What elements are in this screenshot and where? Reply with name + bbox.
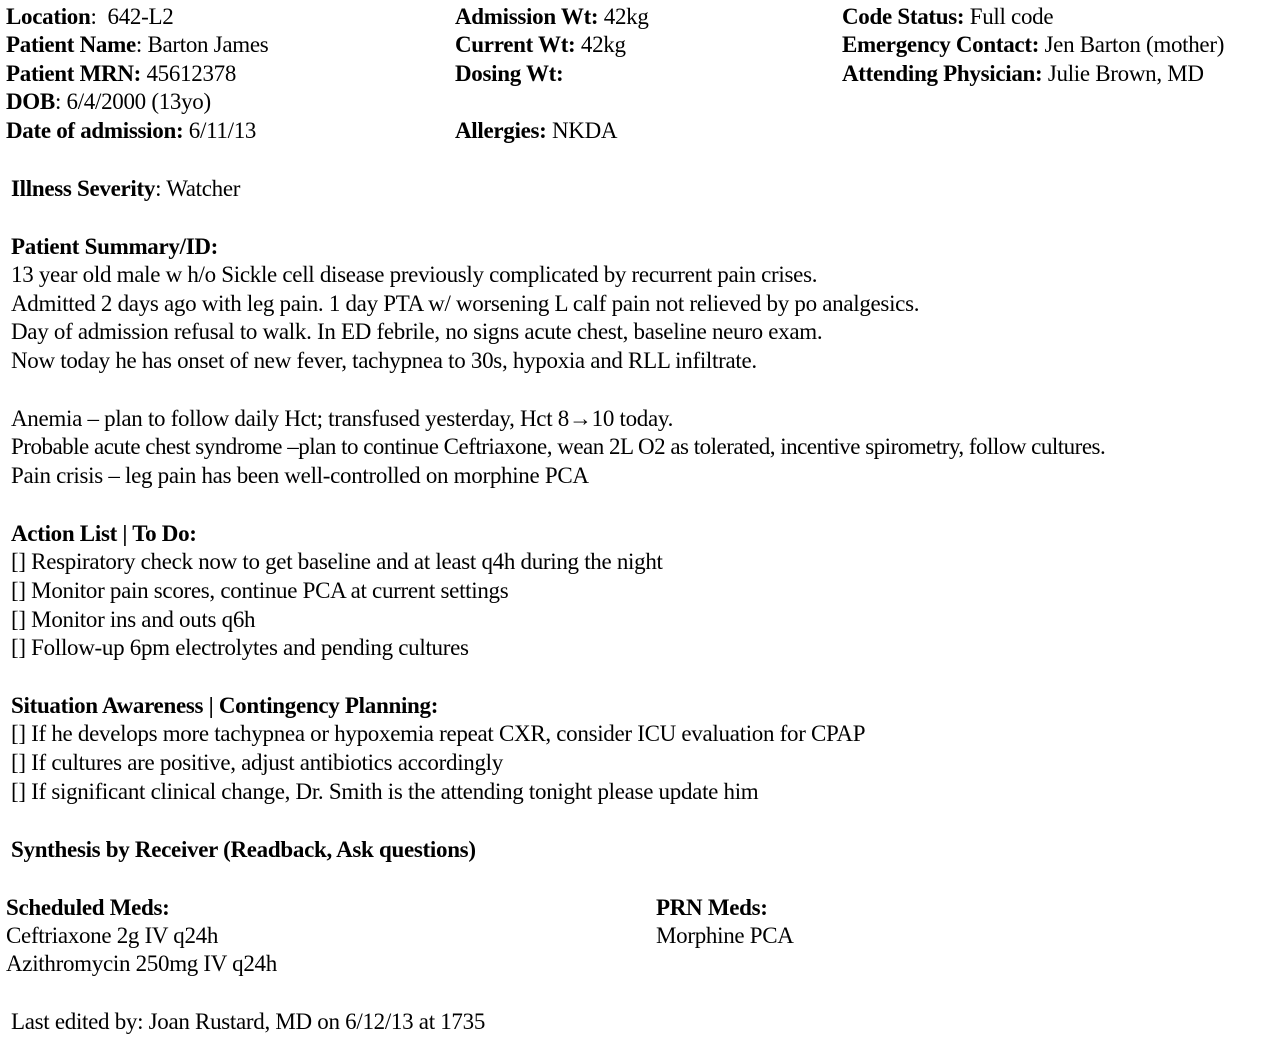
dob-label: DOB (6, 89, 55, 114)
attending-physician-value: Julie Brown, MD (1047, 61, 1204, 86)
action-item: [] Follow-up 6pm electrolytes and pending cultures (11, 635, 469, 660)
patient-summary-heading: Patient Summary/ID: (11, 234, 219, 259)
dob-value: 6/4/2000 (13yo) (66, 89, 211, 114)
admission-wt-label: Admission Wt: (455, 4, 599, 29)
summary-line: Admitted 2 days ago with leg pain. 1 day PTA w/ worsening L calf pain not relieved by po analgesics. (11, 291, 920, 316)
situation-awareness-heading: Situation Awareness | Contingency Planning: (11, 693, 439, 718)
scheduled-med-item: Azithromycin 250mg IV q24h (6, 951, 277, 976)
action-item: [] Monitor ins and outs q6h (11, 607, 256, 632)
prn-meds-heading: PRN Meds: (656, 895, 768, 920)
emergency-contact-value: Jen Barton (mother) (1044, 32, 1225, 57)
attending-physician-label: Attending Physician: (842, 61, 1043, 86)
dosing-wt-label: Dosing Wt: (455, 61, 564, 86)
contingency-item: [] If significant clinical change, Dr. Smith is the attending tonight please update him (11, 779, 759, 804)
patient-name-field: Patient Name: Barton James (6, 32, 269, 57)
location-field: Location: 642-L2 (6, 4, 174, 29)
allergies-value: NKDA (551, 118, 618, 143)
action-list-heading: Action List | To Do: (11, 521, 197, 546)
dosing-wt-field (455, 60, 563, 88)
contingency-item: [] If cultures are positive, adjust antibiotics accordingly (11, 750, 503, 775)
code-status-value: Full code (969, 4, 1054, 29)
plan-line: Anemia – plan to follow daily Hct; transfused yesterday, Hct 8→10 today. (11, 406, 674, 431)
action-item: [] Respiratory check now to get baseline and at least q4h during the night (11, 549, 663, 574)
emergency-contact-field (842, 31, 1224, 59)
patient-mrn-label: Patient MRN: (6, 61, 141, 86)
location-label: Location (6, 4, 91, 29)
contingency-item: [] If he develops more tachypnea or hypoxemia repeat CXR, consider ICU evaluation for CPAP (11, 721, 866, 746)
current-wt-label: Current Wt: (455, 32, 576, 57)
illness-severity-label: Illness Severity (11, 176, 156, 201)
attending-physician-field (842, 60, 1204, 88)
allergies-label: Allergies: (455, 118, 547, 143)
summary-line: Day of admission refusal to walk. In ED febrile, no signs acute chest, baseline neuro exam. (11, 319, 823, 344)
last-edited-footer: Last edited by: Joan Rustard, MD on 6/12/13 at 1735 (11, 1009, 486, 1034)
synthesis-heading: Synthesis by Receiver (Readback, Ask questions) (11, 837, 476, 862)
emergency-contact-label: Emergency Contact: (842, 32, 1040, 57)
admission-wt-field (455, 3, 649, 31)
allergies-field (455, 117, 617, 145)
admission-wt-value: 42kg (603, 4, 649, 29)
patient-mrn-field (6, 60, 236, 88)
scheduled-med-item: Ceftriaxone 2g IV q24h (6, 923, 219, 948)
illness-severity-field: Illness Severity: Watcher (11, 176, 241, 201)
code-status-field (842, 3, 1053, 31)
current-wt-value: 42kg (580, 32, 626, 57)
admission-date-label: Date of admission: (6, 118, 184, 143)
patient-name-label: Patient Name (6, 32, 136, 57)
scheduled-meds-heading: Scheduled Meds: (6, 895, 170, 920)
patient-mrn-value: 45612378 (146, 61, 237, 86)
summary-line: 13 year old male w h/o Sickle cell disease previously complicated by recurrent pain crises. (11, 262, 818, 287)
action-item: [] Monitor pain scores, continue PCA at current settings (11, 578, 509, 603)
patient-name-value: Barton James (147, 32, 269, 57)
location-value: 642-L2 (107, 4, 174, 29)
plan-line: Probable acute chest syndrome –plan to continue Ceftriaxone, wean 2L O2 as tolerated, incentive spirometry, follow cultures. (11, 434, 1106, 459)
code-status-label: Code Status: (842, 4, 965, 29)
dob-field: DOB: 6/4/2000 (13yo) (6, 89, 211, 114)
summary-line: Now today he has onset of new fever, tachypnea to 30s, hypoxia and RLL infiltrate. (11, 348, 757, 373)
plan-line: Pain crisis – leg pain has been well-controlled on morphine PCA (11, 463, 589, 488)
admission-date-field (6, 117, 256, 145)
admission-date-value: 6/11/13 (188, 118, 257, 143)
current-wt-field (455, 31, 626, 59)
prn-med-item: Morphine PCA (656, 923, 794, 948)
illness-severity-value: Watcher (166, 176, 241, 201)
